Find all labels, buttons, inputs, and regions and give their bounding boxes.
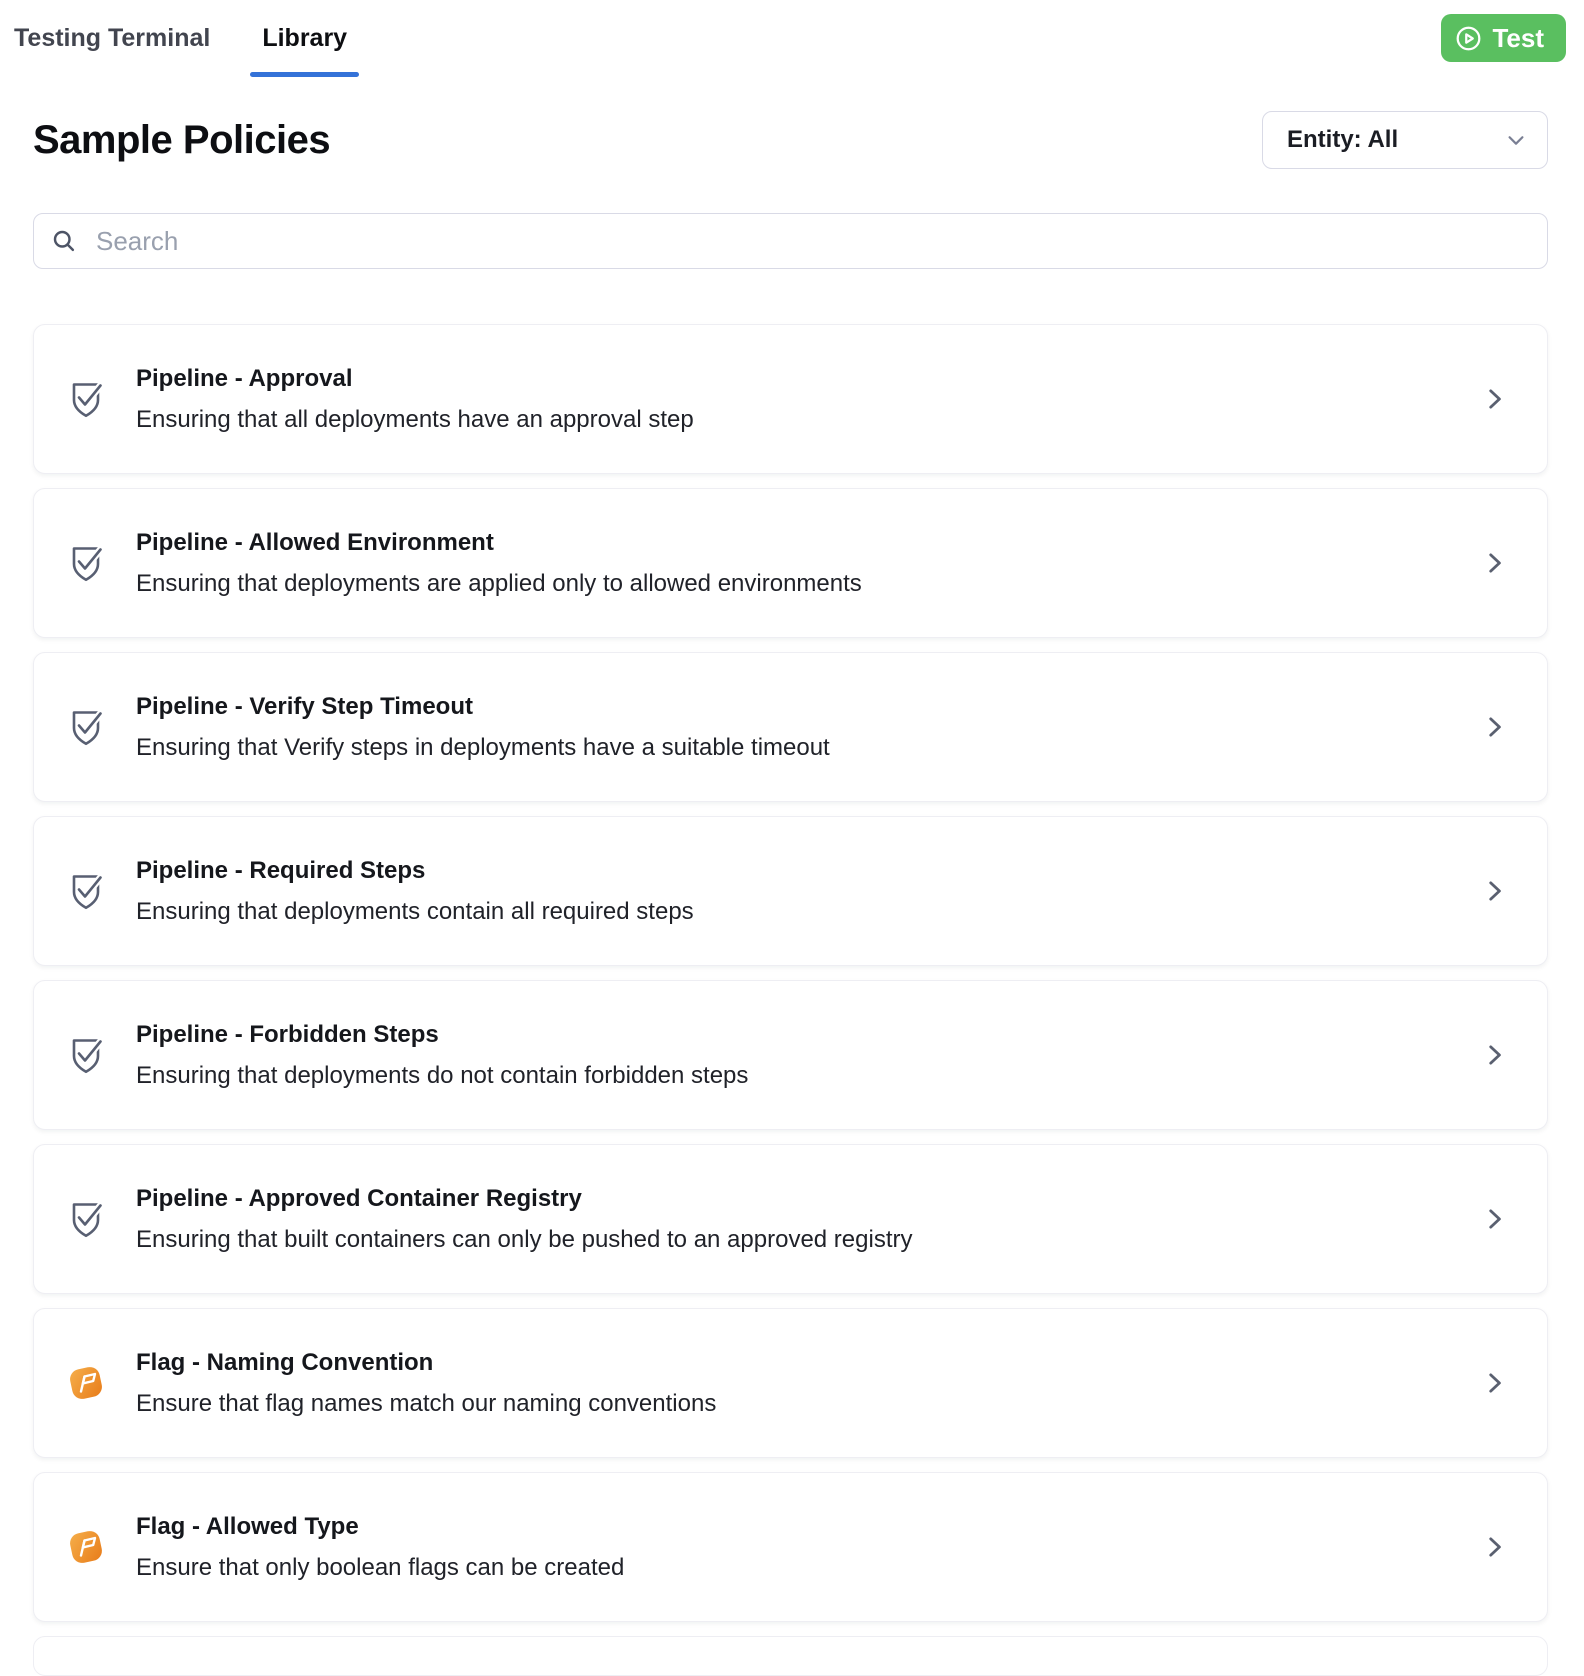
- policy-text: [136, 857, 694, 926]
- policy-title: Flag - Naming Convention: [136, 1348, 434, 1376]
- policy-title: Flag - Allowed Type: [136, 1512, 359, 1540]
- policy-list-item[interactable]: [33, 816, 1548, 966]
- chevron-right-icon: [1481, 1042, 1507, 1068]
- policy-list-item-partial[interactable]: [33, 1636, 1548, 1676]
- entity-filter-select[interactable]: [1262, 111, 1548, 169]
- policy-list-item[interactable]: [33, 1472, 1548, 1622]
- policy-description: Ensuring that deployments are applied only to allowed environments: [136, 569, 862, 597]
- chevron-right-icon: [1481, 1370, 1507, 1396]
- policy-title: Pipeline - Verify Step Timeout: [136, 692, 473, 720]
- policy-text: [136, 1185, 912, 1254]
- policy-text: [136, 693, 830, 762]
- page-title: Sample Policies: [33, 117, 331, 162]
- policy-list-item[interactable]: [33, 488, 1548, 638]
- shield-check-icon: [64, 705, 108, 749]
- search-box: [33, 213, 1548, 269]
- policy-description: Ensure that flag names match our naming conventions: [136, 1389, 717, 1417]
- search-input[interactable]: [94, 225, 1531, 258]
- heading-row: [33, 111, 1548, 169]
- test-button[interactable]: [1441, 14, 1566, 62]
- policy-list-item[interactable]: [33, 1144, 1548, 1294]
- entity-filter-value: Entity: All: [1287, 126, 1399, 153]
- policy-title: Pipeline - Approved Container Registry: [136, 1184, 582, 1212]
- chevron-right-icon: [1481, 550, 1507, 576]
- flag-icon: [64, 1361, 108, 1405]
- chevron-right-icon: [1481, 878, 1507, 904]
- policy-text: [136, 365, 694, 434]
- policy-description: Ensuring that Verify steps in deployments have a suitable timeout: [136, 733, 830, 761]
- policy-title: Pipeline - Approval: [136, 364, 353, 392]
- chevron-right-icon: [1481, 714, 1507, 740]
- chevron-right-icon: [1481, 1206, 1507, 1232]
- policy-text: [136, 1349, 716, 1418]
- policy-description: Ensuring that all deployments have an approval step: [136, 405, 694, 433]
- policy-list-item[interactable]: [33, 652, 1548, 802]
- policy-title: Pipeline - Forbidden Steps: [136, 1020, 439, 1048]
- search-icon: [50, 227, 78, 255]
- policy-title: Pipeline - Allowed Environment: [136, 528, 494, 556]
- chevron-down-icon: [1505, 129, 1527, 151]
- policy-text: [136, 1021, 748, 1090]
- policy-text: [136, 529, 862, 598]
- shield-check-icon: [64, 541, 108, 585]
- policy-title: Pipeline - Required Steps: [136, 856, 426, 884]
- policy-description: Ensuring that built containers can only be pushed to an approved registry: [136, 1225, 913, 1253]
- chevron-right-icon: [1481, 1534, 1507, 1560]
- policy-list-item[interactable]: [33, 980, 1548, 1130]
- policy-text: [136, 1513, 624, 1582]
- policy-description: Ensure that only boolean flags can be created: [136, 1553, 625, 1581]
- shield-check-icon: [64, 869, 108, 913]
- flag-icon: [64, 1525, 108, 1569]
- play-icon: [1455, 25, 1482, 52]
- tab-library[interactable]: Library: [262, 24, 347, 77]
- policy-list-item[interactable]: [33, 324, 1548, 474]
- tab-testing-terminal[interactable]: Testing Terminal: [14, 24, 211, 52]
- chevron-right-icon: [1481, 386, 1507, 412]
- policy-description: Ensuring that deployments contain all required steps: [136, 897, 694, 925]
- policy-list-item[interactable]: [33, 1308, 1548, 1458]
- shield-check-icon: [64, 377, 108, 421]
- top-bar: [0, 0, 1584, 77]
- policy-list: [33, 324, 1548, 1676]
- shield-check-icon: [64, 1197, 108, 1241]
- shield-check-icon: [64, 1033, 108, 1077]
- policy-description: Ensuring that deployments do not contain forbidden steps: [136, 1061, 749, 1089]
- test-button-label: Test: [1492, 22, 1544, 53]
- tab-bar: [14, 14, 347, 77]
